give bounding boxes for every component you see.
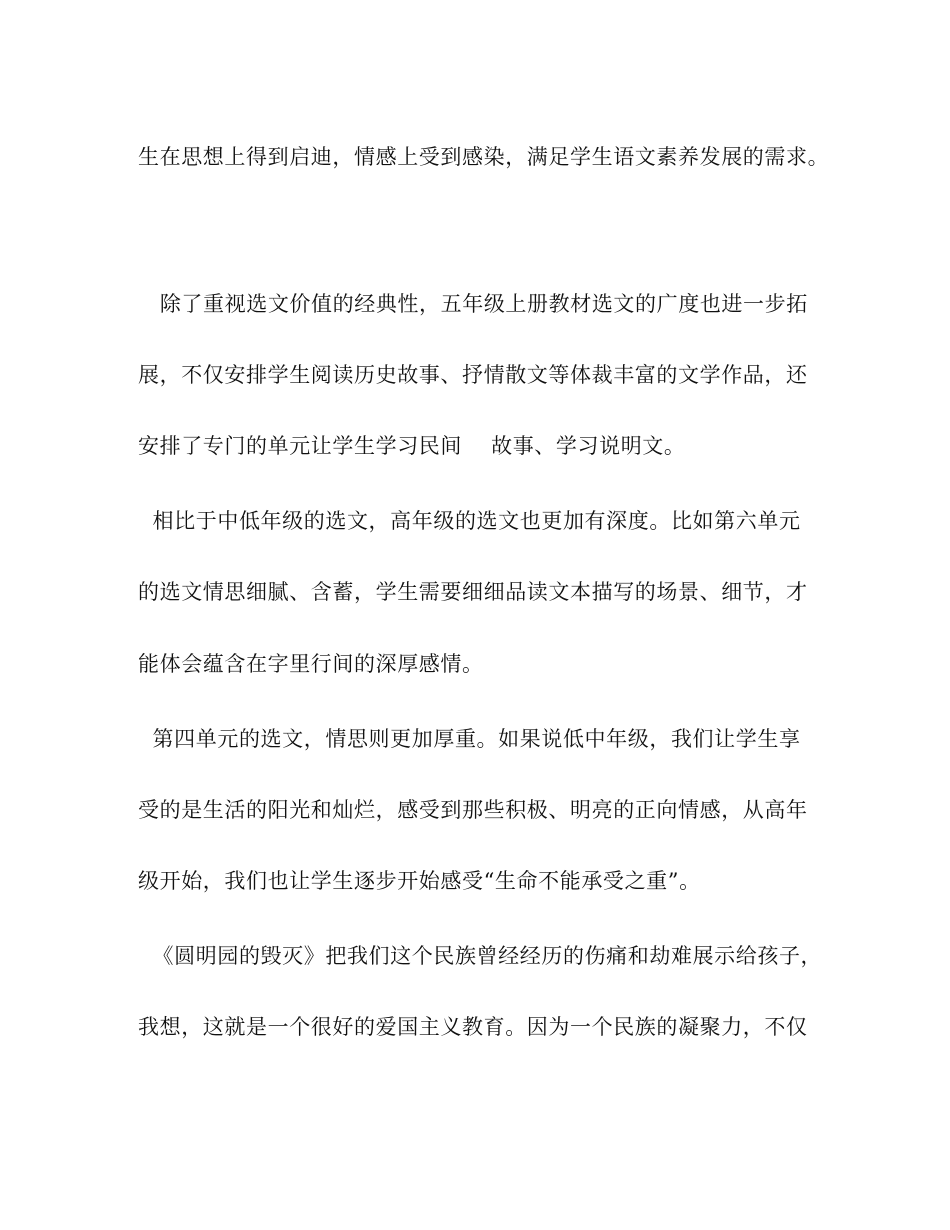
text-line: 除了重视选文价值的经典性，五年级上册教材选文的广度也进一步拓 [138,292,808,316]
text-line: 受的是生活的阳光和灿烂，感受到那些积极、明亮的正向情感，从高年 [138,798,808,822]
text-line: 安排了专门的单元让学生学习民间 故事、学习说明文。 [138,434,686,458]
text-line: 能体会蕴含在字里行间的深厚感情。 [138,652,484,676]
text-line: 生在思想上得到启迪，情感上受到感染，满足学生语文素养发展的需求。 [138,145,830,169]
text-line: 级开始，我们也让学生逐步开始感受“生命不能承受之重”。 [138,869,701,893]
text-line: 相比于中低年级的选文，高年级的选文也更加有深度。比如第六单元 [138,509,801,533]
text-line: 第四单元的选文，情思则更加厚重。如果说低中年级，我们让学生享 [138,727,801,751]
text-line: 《圆明园的毁灭》把我们这个民族曾经经历的伤痛和劫难展示给孩子， [138,944,823,968]
text-line: 的选文情思细腻、含蓄，学生需要细细品读文本描写的场景、细节，才 [138,580,808,604]
text-line: 我想，这就是一个很好的爱国主义教育。因为一个民族的凝聚力，不仅 [138,1015,808,1039]
text-line: 展，不仅安排学生阅读历史故事、抒情散文等体裁丰富的文学作品，还 [138,363,808,387]
